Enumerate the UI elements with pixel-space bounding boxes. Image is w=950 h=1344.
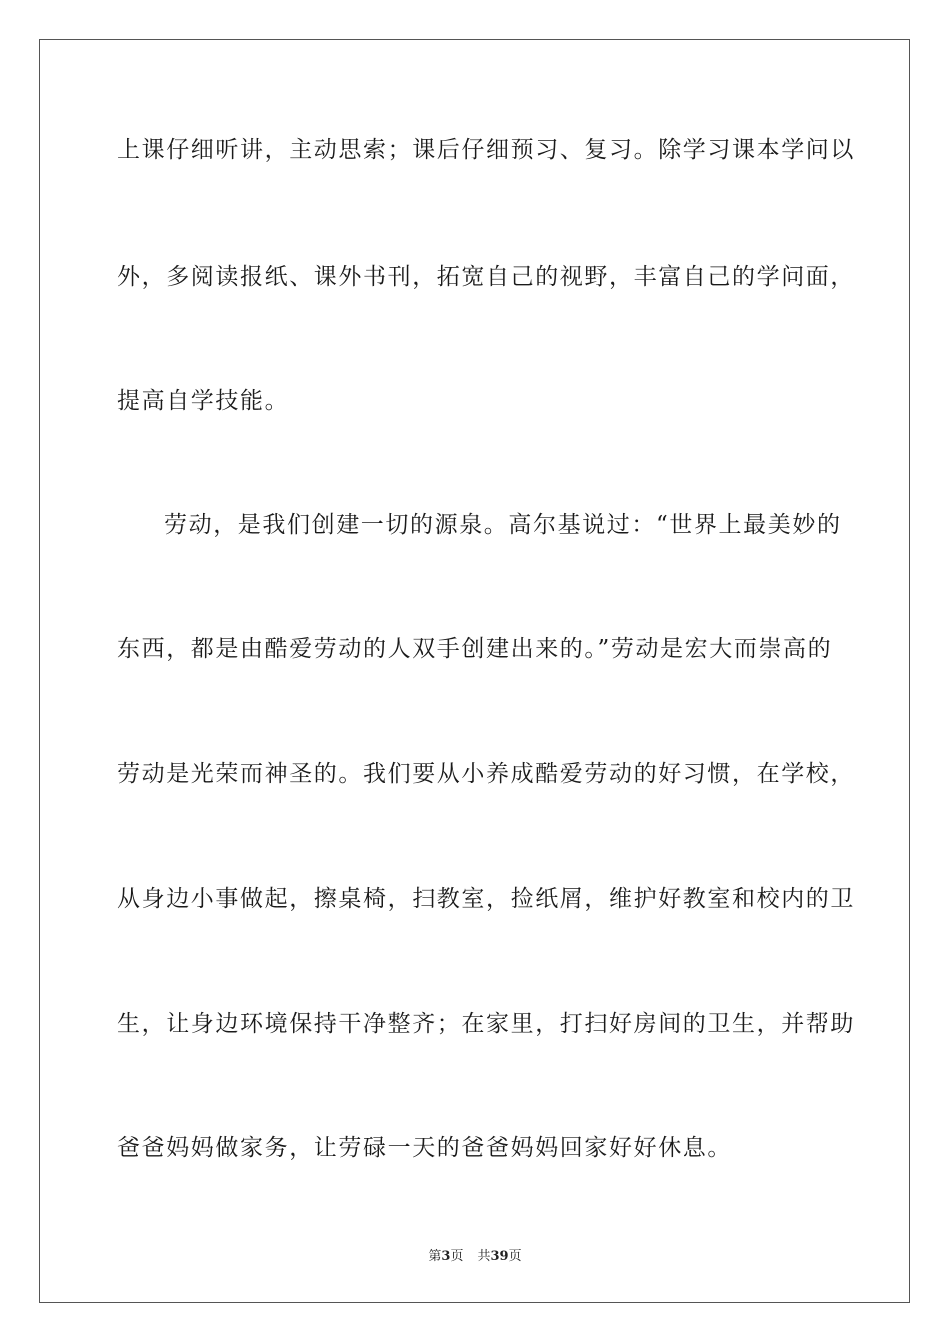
paragraph-line: 东西，都是由酷爱劳动的人双手创建出来的。”劳动是宏大而崇高的 xyxy=(117,636,833,662)
total-pages: 39 xyxy=(490,1249,509,1264)
paragraph-line: 生，让身边环境保持干净整齐；在家里，打扫好房间的卫生，并帮助 xyxy=(117,1011,855,1037)
page-frame xyxy=(39,39,910,1303)
paragraph-line: 上课仔细听讲，主动思索；课后仔细预习、复习。除学习课本学问以 xyxy=(117,137,855,163)
total-suffix: 页 xyxy=(508,1249,522,1264)
paragraph-line: 劳动，是我们创建一切的源泉。高尔基说过：“世界上最美妙的 xyxy=(164,512,842,538)
paragraph-line: 劳动是光荣而神圣的。我们要从小养成酷爱劳动的好习惯，在学校， xyxy=(117,761,855,787)
paragraph-line: 爸爸妈妈做家务，让劳碌一天的爸爸妈妈回家好好休息。 xyxy=(117,1135,732,1161)
page-prefix: 第 xyxy=(428,1249,442,1264)
page-suffix: 页 xyxy=(450,1249,464,1264)
page-footer xyxy=(0,1248,950,1266)
paragraph-line: 提高自学技能。 xyxy=(117,388,290,414)
page-number: 3 xyxy=(441,1249,451,1264)
paragraph-line: 从身边小事做起，擦桌椅，扫教室，捡纸屑，维护好教室和校内的卫 xyxy=(117,886,855,912)
paragraph-line: 外，多阅读报纸、课外书刊，拓宽自己的视野，丰富自己的学问面， xyxy=(117,264,855,290)
total-prefix: 共 xyxy=(477,1249,491,1264)
